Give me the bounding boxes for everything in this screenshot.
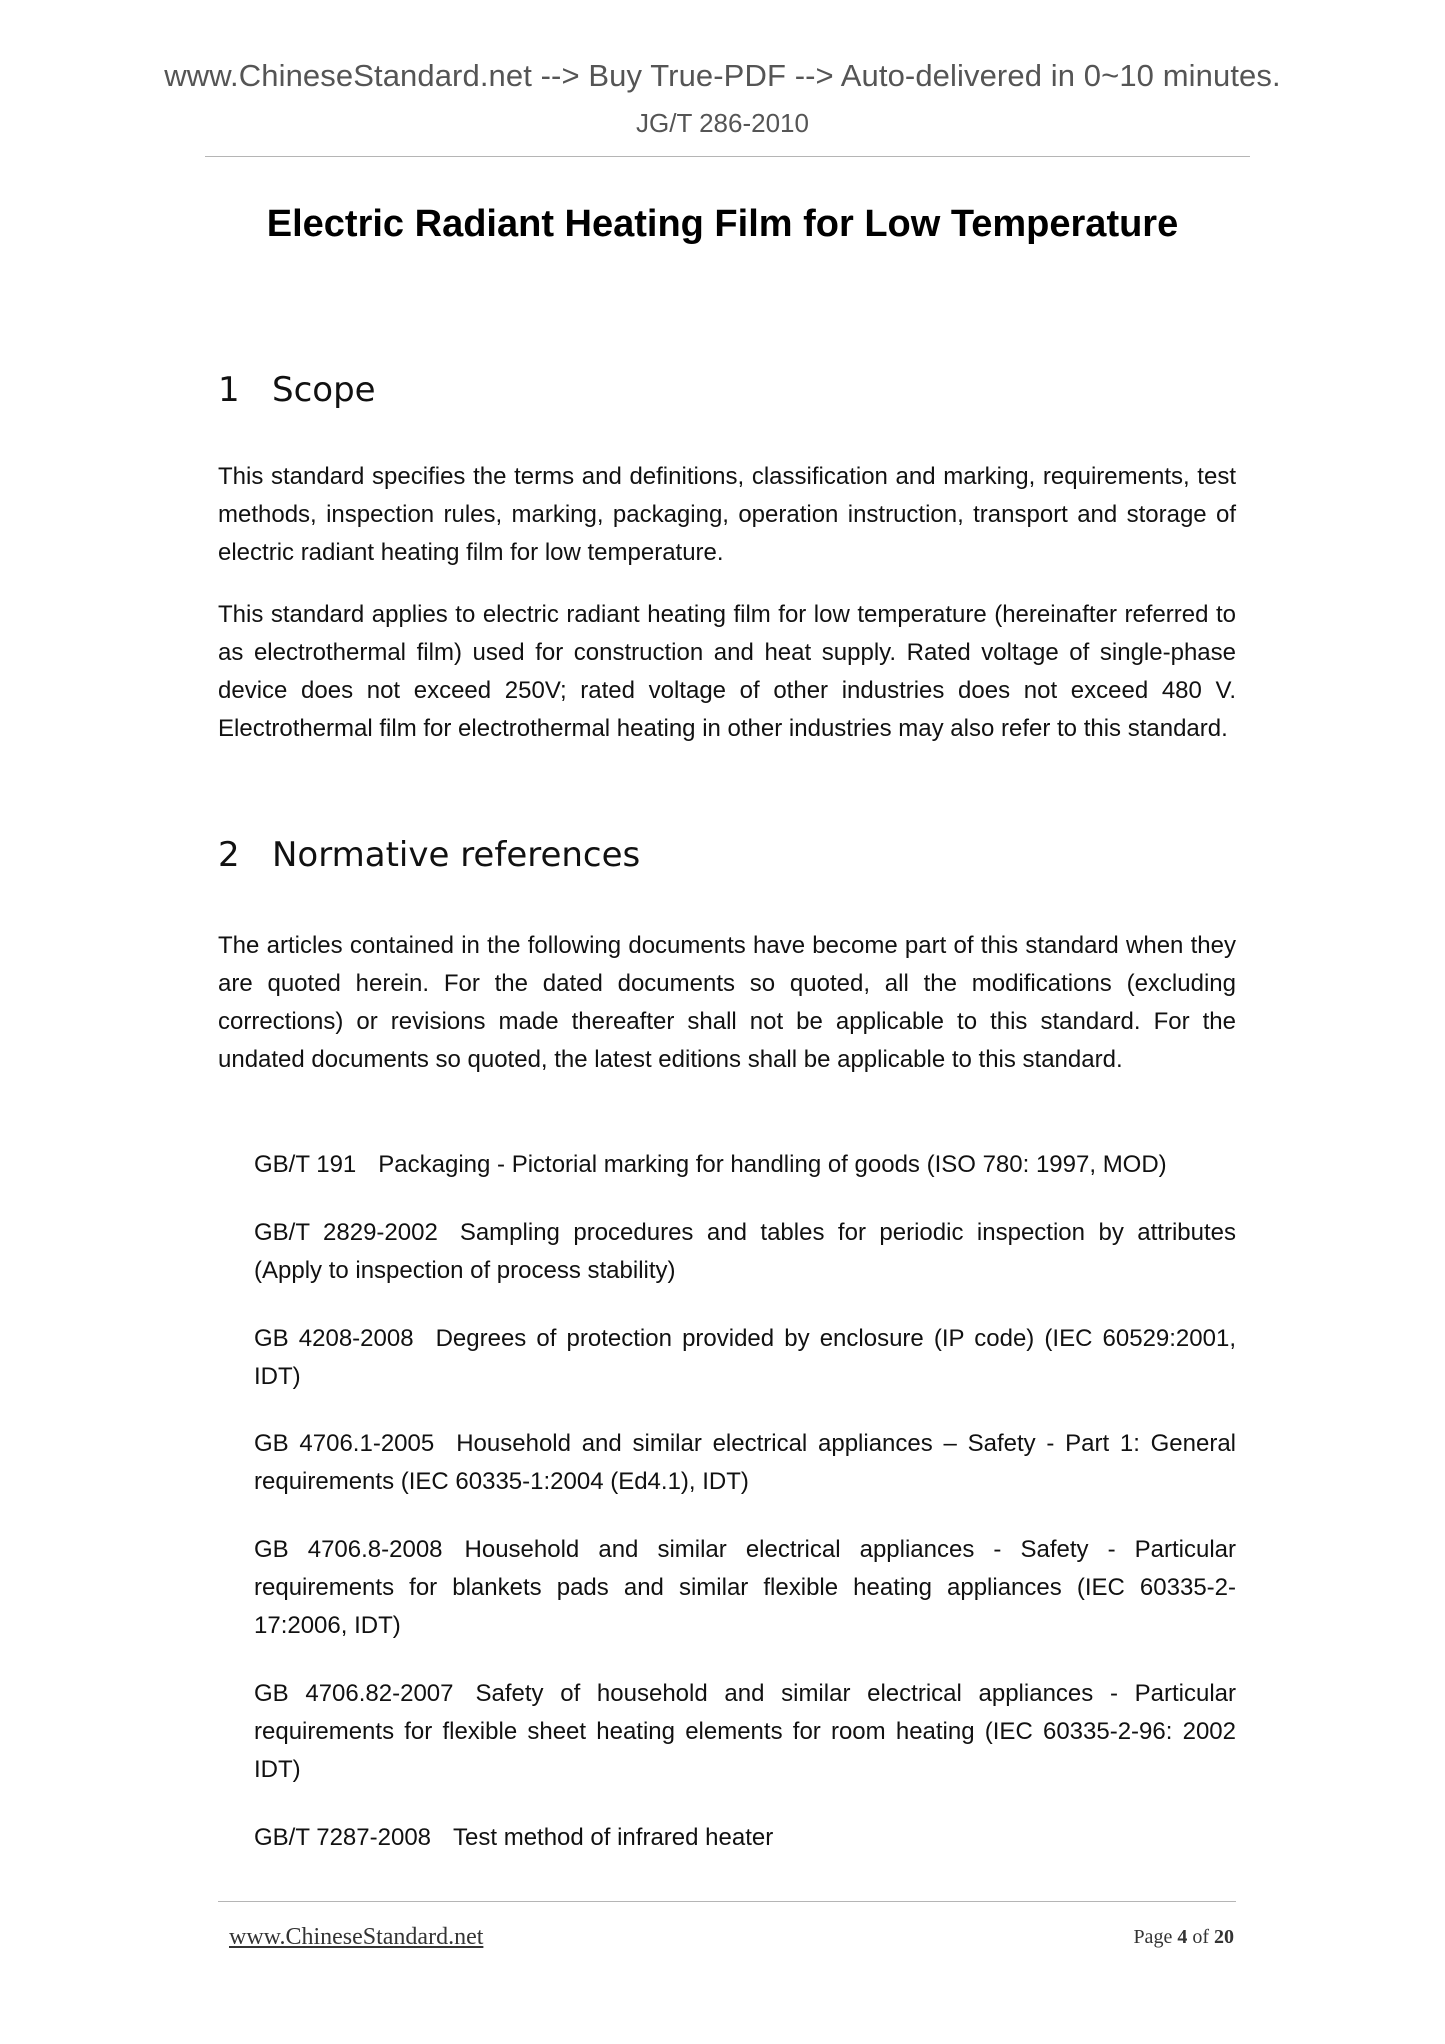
scope-paragraph-1: This standard specifies the terms and definitions, classification and marking, requirements, test methods, inspection rules, marking, packaging, operation instruction, transport and storage of electric radiant heating film for low temperature. [218, 463, 1236, 566]
page-number [1133, 1926, 1234, 1949]
reference-code: GB/T 2829-2002 [254, 1219, 438, 1246]
reference-code: GB 4706.82-2007 [254, 1680, 454, 1707]
reference-title: Household and similar electrical appliances – Safety - Part 1: General requirements (IEC 60335-1:2004 (Ed4.1), IDT) [254, 1430, 1237, 1495]
reference-item [254, 1320, 1236, 1396]
header-banner[interactable]: www.ChineseStandard.net --> Buy True-PDF --> Auto-delivered in 0~10 minutes. [164, 58, 1281, 93]
reference-item [254, 1531, 1236, 1645]
section-heading-normative-references [218, 835, 640, 875]
reference-code: GB 4208-2008 [254, 1325, 414, 1352]
reference-title: Packaging - Pictorial marking for handling of goods (ISO 780: 1997, MOD) [378, 1151, 1167, 1178]
reference-title: Safety of household and similar electrical appliances - Particular requirements for flexible sheet heating elements for room heating (IEC 60335-2-96: 2002 IDT) [254, 1680, 1236, 1783]
page-prefix: Page [1133, 1926, 1173, 1948]
reference-item [254, 1675, 1236, 1789]
reference-title: Test method of infrared heater [453, 1824, 774, 1851]
page-of: of [1192, 1926, 1209, 1948]
section-title: Scope [272, 370, 376, 410]
reference-title: Degrees of protection provided by enclosure (IP code) (IEC 60529:2001, IDT) [254, 1325, 1236, 1390]
section-title: Normative references [272, 835, 641, 875]
reference-code: GB 4706.1-2005 [254, 1430, 435, 1457]
page-current: 4 [1177, 1926, 1188, 1948]
reference-item [254, 1214, 1236, 1290]
reference-title: Sampling procedures and tables for periodic inspection by attributes (Apply to inspection of process stability) [254, 1219, 1237, 1284]
reference-item [254, 1819, 1236, 1857]
document-code: JG/T 286-2010 [636, 108, 809, 138]
reference-code: GB/T 7287-2008 [254, 1824, 432, 1851]
footer-divider [218, 1901, 1236, 1902]
section-heading-scope [218, 370, 376, 410]
reference-code: GB 4706.8-2008 [254, 1536, 443, 1563]
reference-item [254, 1425, 1236, 1501]
header-divider [205, 156, 1250, 157]
scope-paragraph-2: This standard applies to electric radiant heating film for low temperature (hereinafter referred to as electrothermal film) used for construction and heat supply. Rated voltage of single-phase device does not exceed 250V; rated voltage of other industries does not exceed 480 V. Electrothermal film for electrothermal heating in other industries may also refer to this standard. [218, 601, 1236, 742]
footer-website-link[interactable]: www.ChineseStandard.net [229, 1924, 484, 1950]
page-total: 20 [1214, 1926, 1234, 1948]
reference-item [254, 1146, 1236, 1184]
section-number: 1 [218, 370, 240, 410]
reference-title: Household and similar electrical appliances - Safety - Particular requirements for blankets pads and similar flexible heating appliances (IEC 60335-2-17:2006, IDT) [254, 1536, 1236, 1639]
section-number: 2 [218, 835, 240, 875]
normative-references-paragraph: The articles contained in the following documents have become part of this standard when they are quoted herein. For the dated documents so quoted, all the modifications (excluding corrections) or revisions made thereafter shall not be applicable to this standard. For the undated documents so quoted, the latest editions shall be applicable to this standard. [218, 932, 1236, 1073]
document-title: Electric Radiant Heating Film for Low Temperature [266, 203, 1179, 245]
reference-code: GB/T 191 [254, 1151, 357, 1178]
